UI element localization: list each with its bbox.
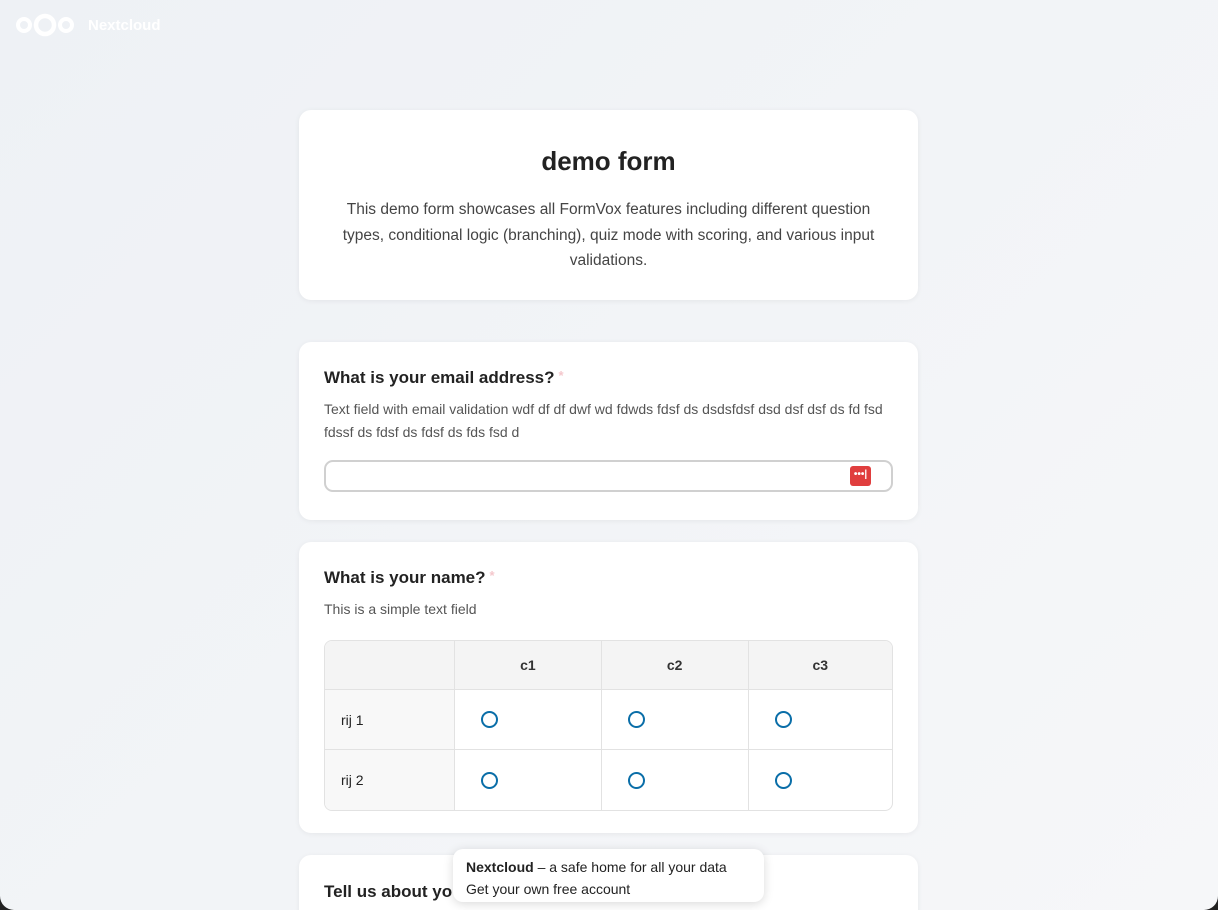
tooltip-brand: Nextcloud [466, 859, 534, 875]
required-mark: * [558, 368, 564, 383]
question-title: What is your email address? * [324, 368, 564, 387]
grid-row [325, 690, 892, 750]
grid-corner [325, 641, 455, 690]
row-label: rij 1 [325, 690, 455, 750]
row-label: rij 2 [325, 750, 455, 810]
grid-header-row [325, 641, 892, 690]
radio-button[interactable] [628, 711, 645, 728]
column-header: c2 [602, 641, 749, 690]
question-card-email [299, 342, 918, 520]
free-account-link[interactable]: Get your own free account [466, 881, 631, 897]
form-header-card [299, 110, 918, 300]
radio-button[interactable] [775, 772, 792, 789]
question-description: Text field with email validation wdf df df dwf wd fdwds fdsf ds dsdsfdsf dsd dsf dsf ds fd fsd fdssf ds fdsf ds fdsf ds fds fsd d [324, 401, 883, 440]
tooltip-tagline: – a safe home for all your data [533, 859, 727, 875]
required-mark: * [489, 568, 495, 583]
form-title: demo form [541, 146, 676, 176]
question-title: Tell us about yo [324, 882, 453, 901]
brand-name: Nextcloud [88, 16, 161, 34]
column-header: c3 [749, 641, 892, 690]
question-title: What is your name? * [324, 568, 495, 587]
radio-button[interactable] [481, 772, 498, 789]
email-input[interactable] [324, 460, 893, 492]
grid-row [325, 750, 892, 810]
radio-grid [324, 640, 893, 811]
column-header: c1 [455, 641, 602, 690]
radio-button[interactable] [481, 711, 498, 728]
question-description: This is a simple text field [324, 601, 477, 617]
footer-tooltip [453, 849, 764, 902]
nextcloud-logo-icon [14, 12, 76, 38]
question-card-name [299, 542, 918, 833]
nextcloud-logo[interactable] [14, 12, 161, 38]
password-manager-icon[interactable]: •••| [850, 466, 871, 486]
form-description: This demo form showcases all FormVox features including different question types, conditional logic (branching), quiz mode with scoring, and various input validations. [342, 201, 875, 269]
radio-button[interactable] [775, 711, 792, 728]
radio-button[interactable] [628, 772, 645, 789]
